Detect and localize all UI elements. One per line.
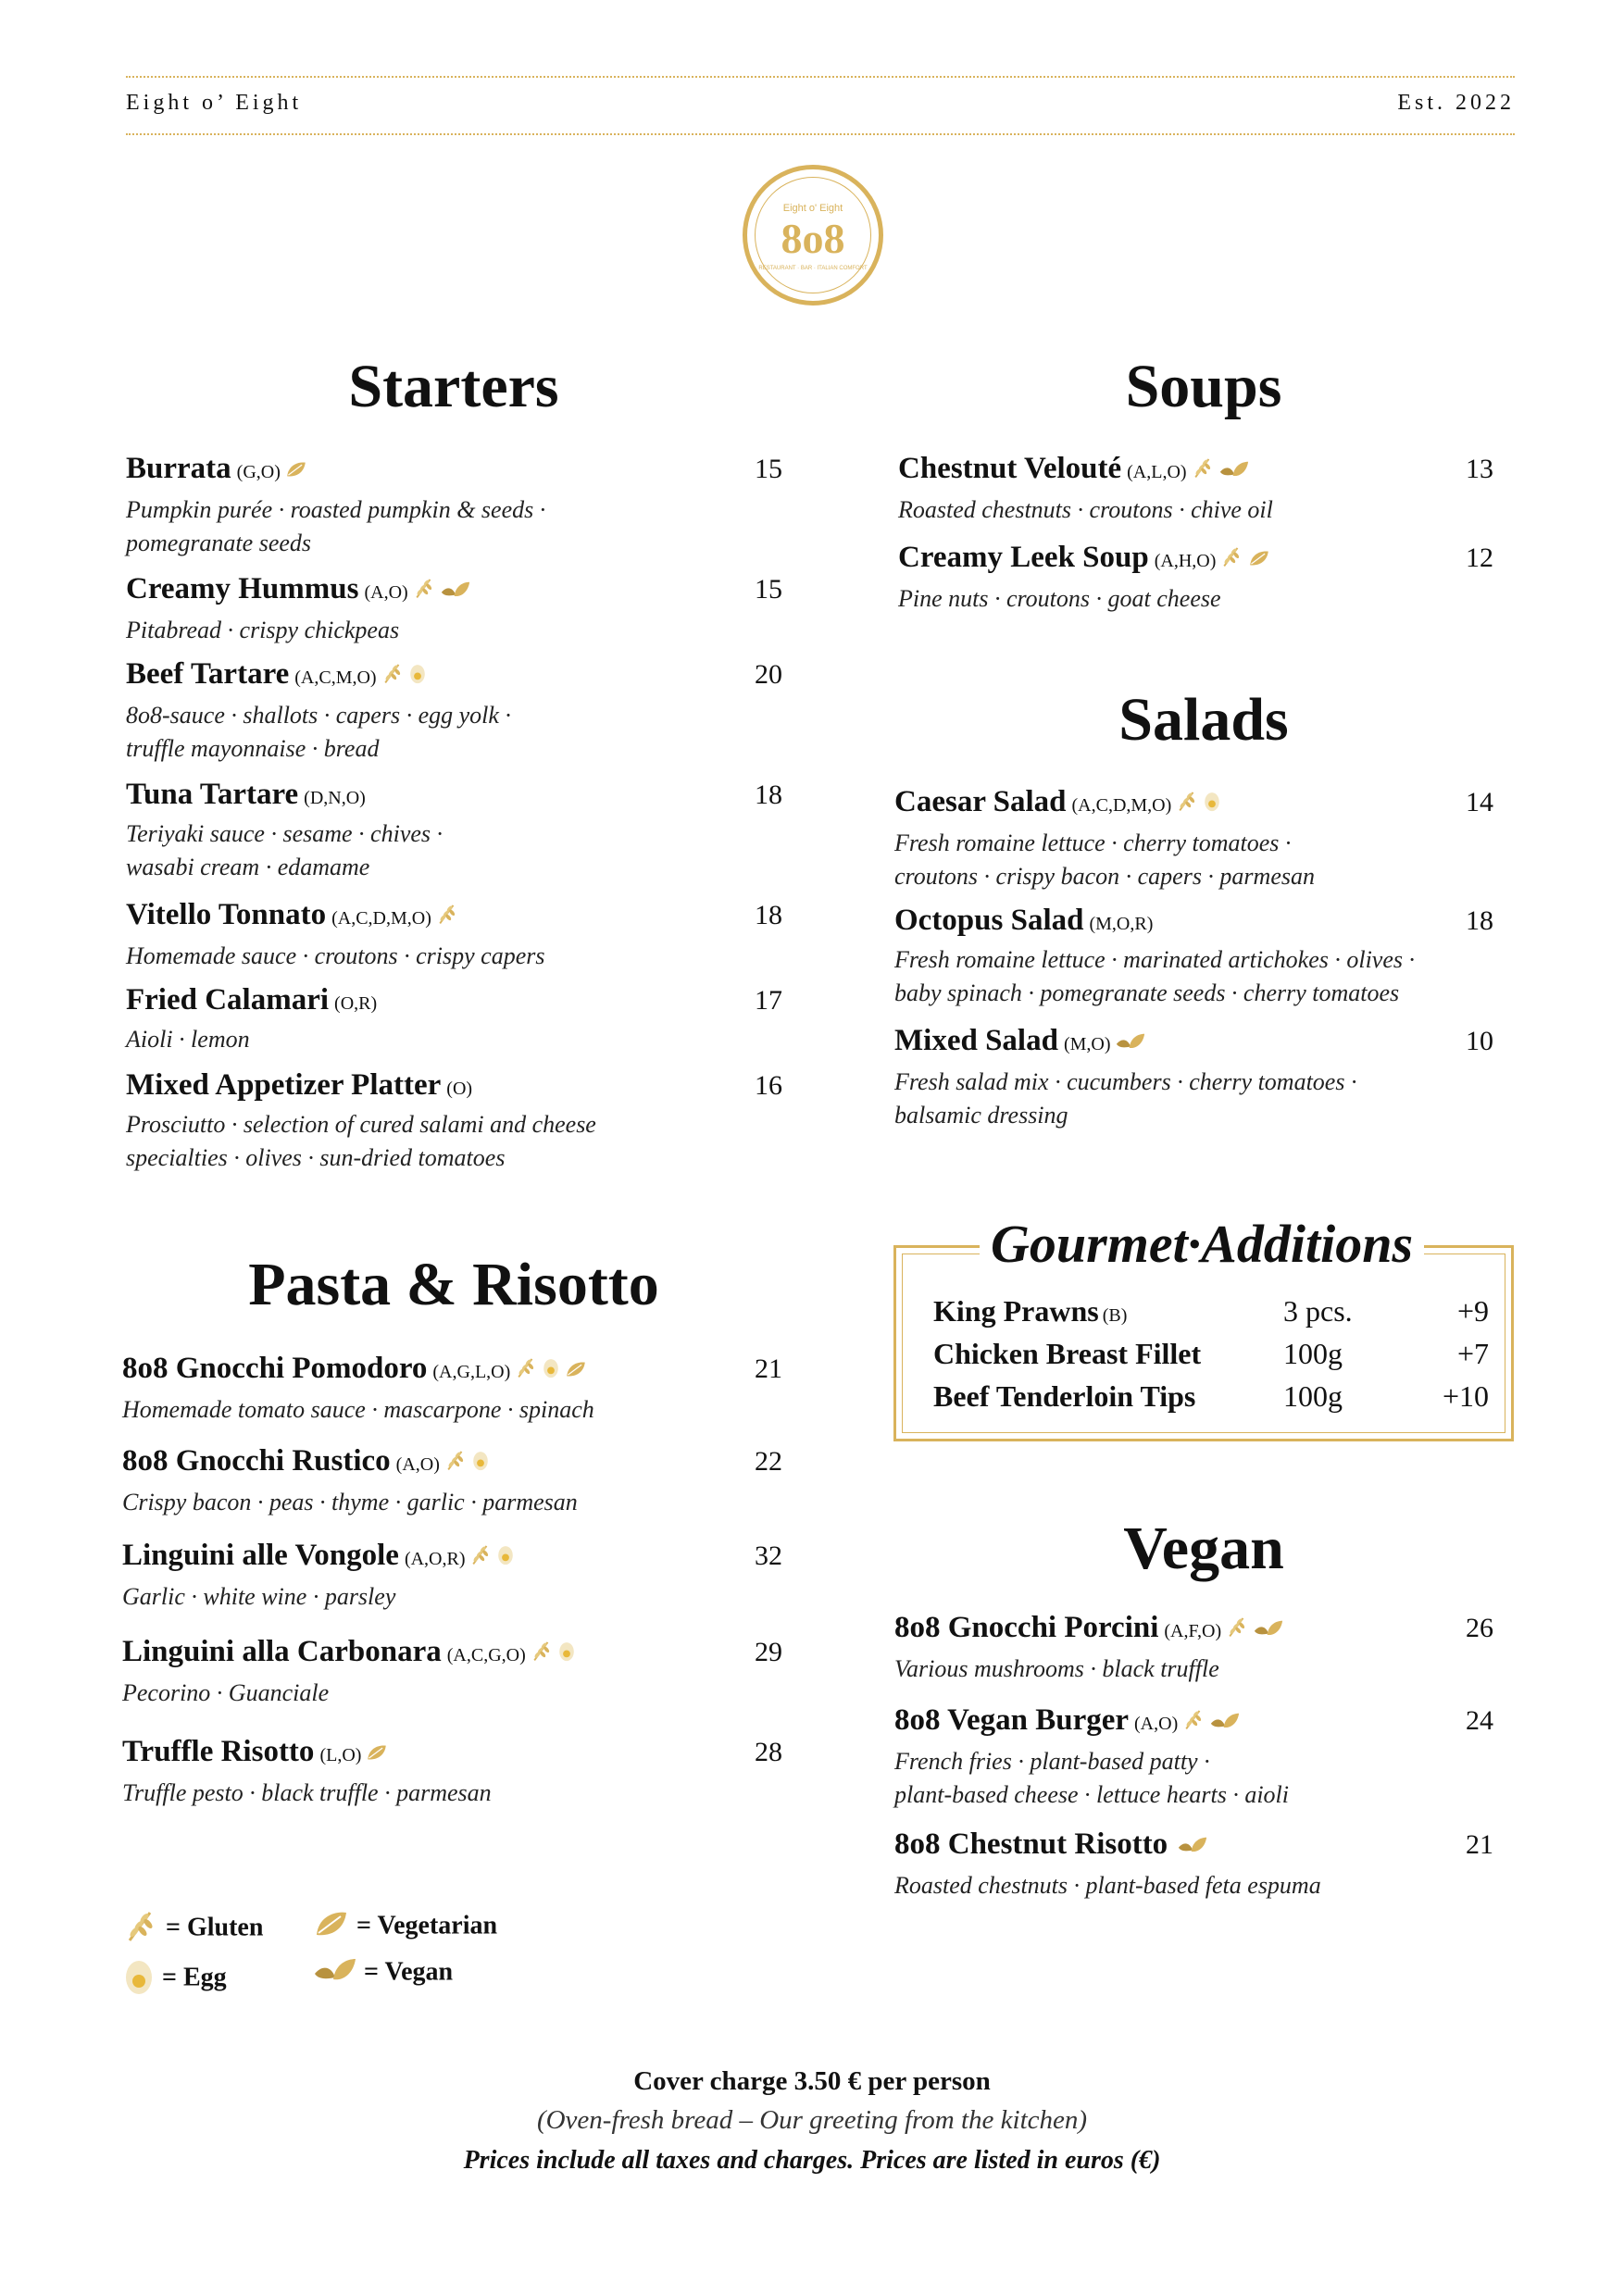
menu-item-price: 18: [755, 900, 782, 930]
menu-item-description-line: croutons · crispy bacon · capers · parmesan: [894, 862, 1315, 890]
egg-icon: [496, 1540, 515, 1575]
logo-top-text: Eight o' Eight: [782, 203, 843, 214]
menu-item-title: [894, 1703, 1289, 1740]
menu-item-description: [122, 1393, 594, 1427]
menu-item-description-line: Garlic · white wine · parsley: [122, 1582, 396, 1610]
logo-sub-text: RESTAURANT · BAR · ITALIAN COMFORT: [758, 266, 868, 271]
menu-item-allergens: (A,H,O): [1154, 551, 1217, 571]
menu-item-description-line: Homemade sauce · croutons · crispy capers: [126, 942, 545, 969]
menu-item-allergens: (A,G,L,O): [432, 1362, 511, 1382]
menu-item: [898, 452, 1273, 527]
gourmet-item-price: +7: [1456, 1337, 1489, 1370]
menu-item: [894, 785, 1315, 893]
menu-item-title: [898, 452, 1273, 488]
menu-item: [122, 1352, 594, 1427]
vegan-icon: [313, 1955, 357, 1992]
menu-item-name: Fried Calamari: [126, 983, 330, 1017]
gluten-icon: [381, 659, 405, 693]
menu-item-description-line: Pitabread · crispy chickpeas: [126, 616, 400, 643]
menu-item-title: [894, 1611, 1284, 1647]
menu-item-description: [898, 582, 1271, 616]
menu-item-allergens: (D,N,O): [304, 788, 366, 808]
menu-item-description: [894, 943, 1415, 1010]
menu-item-name: 8o8 Vegan Burger: [894, 1703, 1130, 1737]
gluten-icon: [1175, 787, 1199, 821]
gourmet-item-quantity: 3 pcs.: [1283, 1294, 1353, 1328]
menu-item: [898, 541, 1271, 616]
cover-charge: Cover charge 3.50 € per person: [633, 2066, 991, 2096]
menu-item: [894, 1024, 1356, 1132]
menu-item-price: 17: [755, 985, 782, 1016]
menu-item: [126, 983, 377, 1056]
menu-item-description-line: 8o8-sauce · shallots · capers · egg yolk ·: [126, 701, 511, 729]
menu-item-description: [126, 940, 545, 973]
menu-item: [126, 572, 471, 647]
menu-item-description-line: baby spinach · pomegranate seeds · cherry tomatoes: [894, 979, 1400, 1006]
section-title-salads: Salads: [1118, 686, 1289, 754]
menu-item-price: 13: [1466, 454, 1493, 484]
egg-icon: [408, 659, 427, 693]
menu-item-title: [126, 1068, 596, 1103]
menu-item-allergens: (A,O): [364, 582, 408, 603]
legend-vegetarian-label: = Vegetarian: [356, 1911, 498, 1940]
menu-item: [122, 1444, 578, 1519]
menu-item-price: 24: [1466, 1705, 1493, 1736]
section-title-starters: Starters: [348, 353, 559, 420]
menu-item-title: [122, 1539, 515, 1575]
gluten-icon: [468, 1540, 493, 1575]
menu-item-allergens: (L,O): [319, 1745, 362, 1765]
menu-item-allergens: (A,C,G,O): [446, 1645, 526, 1665]
menu-item: [122, 1635, 576, 1710]
menu-item-price: 21: [1466, 1829, 1493, 1860]
menu-item-allergens: (A,F,O): [1164, 1621, 1222, 1641]
gourmet-row: [933, 1337, 1489, 1378]
menu-item-description-line: Teriyaki sauce · sesame · chives ·: [126, 820, 443, 847]
menu-item: [122, 1735, 492, 1810]
menu-item-name: 8o8 Gnocchi Rustico: [122, 1444, 391, 1478]
vegan-icon: [440, 574, 471, 608]
menu-item-price: 15: [755, 454, 782, 484]
menu-item-description-line: Aioli · lemon: [126, 1026, 250, 1053]
menu-item: [126, 778, 443, 884]
menu-item-name: Octopus Salad: [894, 904, 1084, 937]
menu-item-price: 32: [755, 1540, 782, 1571]
menu-item-title: [122, 1444, 578, 1480]
header-bar: [126, 76, 1515, 135]
gluten-icon: [1191, 454, 1215, 488]
legend-vegan: [309, 1955, 453, 1992]
egg-icon: [542, 1353, 560, 1388]
established-year: Est. 2022: [1397, 91, 1515, 115]
vegan-icon: [1253, 1613, 1284, 1647]
menu-item-title: [126, 452, 545, 488]
menu-item-name: Truffle Risotto: [122, 1735, 315, 1768]
egg-icon: [122, 1955, 156, 2003]
menu-item-description-line: Various mushrooms · black truffle: [894, 1654, 1219, 1682]
menu-item-name: Mixed Appetizer Platter: [126, 1068, 442, 1102]
menu-item-title: [126, 657, 511, 693]
vegan-icon: [1115, 1026, 1146, 1060]
restaurant-name: Eight o’ Eight: [126, 91, 303, 115]
menu-item-description-line: specialties · olives · sun-dried tomatoes: [126, 1144, 506, 1171]
gluten-icon: [1181, 1705, 1206, 1740]
menu-item-price: 14: [1466, 787, 1493, 817]
menu-item-price: 22: [755, 1446, 782, 1477]
menu-item-description: [894, 1653, 1284, 1686]
menu-item-title: [126, 898, 545, 934]
gourmet-row: [933, 1294, 1489, 1335]
menu-item-description-line: Homemade tomato sauce · mascarpone · spinach: [122, 1395, 594, 1423]
menu-item-allergens: (A,C,D,M,O): [331, 908, 431, 929]
gourmet-item-price: +9: [1456, 1294, 1489, 1328]
legend-vegetarian: [309, 1907, 497, 1948]
menu-item-name: Burrata: [126, 452, 231, 485]
egg-icon: [471, 1446, 490, 1480]
prices-note: Prices include all taxes and charges. Prices are listed in euros (€): [463, 2146, 1161, 2175]
menu-item-allergens: (A,C,M,O): [294, 667, 377, 688]
menu-item-price: 26: [1466, 1613, 1493, 1643]
menu-item-description: [126, 1108, 596, 1175]
menu-item-description-line: Pine nuts · croutons · goat cheese: [898, 584, 1221, 612]
menu-item-description: [126, 1023, 377, 1056]
logo-main-text: 8o8: [781, 215, 845, 262]
gourmet-item-price: +10: [1442, 1379, 1489, 1413]
menu-item-title: [894, 785, 1315, 821]
menu-item-name: 8o8 Gnocchi Porcini: [894, 1611, 1159, 1644]
menu-item-allergens: (A,O): [1134, 1714, 1179, 1734]
menu-item-name: Beef Tartare: [126, 657, 290, 691]
vegan-icon: [1218, 454, 1250, 488]
menu-item-price: 18: [1466, 905, 1493, 936]
menu-item-description-line: pomegranate seeds: [126, 529, 312, 556]
menu-item: [126, 898, 545, 973]
menu-item-title: [894, 1024, 1356, 1060]
menu-item-allergens: (A,O,R): [404, 1549, 466, 1569]
menu-item-price: 29: [755, 1637, 782, 1667]
menu-item-title: [126, 983, 377, 1017]
gourmet-title: Gourmet·Additions: [980, 1213, 1424, 1275]
menu-item: [122, 1539, 515, 1614]
menu-item-description-line: Fresh romaine lettuce · marinated artichokes · olives ·: [894, 946, 1416, 973]
gourmet-item-allergens: (B): [1102, 1305, 1128, 1326]
vegetarian-icon: [313, 1907, 350, 1948]
menu-item-price: 16: [755, 1070, 782, 1101]
menu-item-description: [126, 493, 545, 560]
menu-item-title: [126, 572, 471, 608]
gluten-icon: [1219, 543, 1243, 577]
menu-item-price: 20: [755, 659, 782, 690]
gluten-icon: [514, 1353, 538, 1388]
gourmet-item-quantity: 100g: [1283, 1337, 1343, 1370]
section-title-vegan: Vegan: [1123, 1515, 1284, 1582]
egg-icon: [557, 1637, 576, 1671]
menu-item-name: Vitello Tonnato: [126, 898, 327, 931]
menu-item-description-line: Fresh salad mix · cucumbers · cherry tomatoes ·: [894, 1067, 1357, 1095]
vegetarian-icon: [365, 1737, 389, 1771]
menu-item-allergens: (O): [446, 1079, 473, 1099]
vegan-icon: [1177, 1829, 1208, 1864]
menu-item-description-line: Crispy bacon · peas · thyme · garlic · parmesan: [122, 1488, 578, 1515]
gourmet-item-name: Beef Tenderloin Tips: [933, 1379, 1196, 1413]
legend-egg-label: = Egg: [162, 1963, 227, 1992]
menu-item-description: [122, 1677, 576, 1710]
menu-item: [894, 904, 1415, 1010]
menu-item: [126, 452, 545, 560]
menu-item-name: Tuna Tartare: [126, 778, 299, 811]
menu-item-allergens: (M,O,R): [1089, 914, 1154, 934]
menu-item-description: [894, 1066, 1356, 1132]
egg-icon: [1203, 787, 1221, 821]
vegetarian-icon: [564, 1353, 588, 1388]
menu-item-title: [126, 778, 443, 812]
menu-item-description-line: truffle mayonnaise · bread: [126, 734, 380, 762]
menu-item: [894, 1703, 1289, 1812]
menu-item-title: [898, 541, 1271, 577]
menu-item: [894, 1611, 1284, 1686]
gourmet-item-quantity: 100g: [1283, 1379, 1343, 1413]
menu-item-title: [122, 1352, 594, 1388]
menu-item-description: [898, 493, 1273, 527]
menu-item-allergens: (O,R): [334, 993, 378, 1014]
menu-item-price: 28: [755, 1737, 782, 1767]
menu-item-description-line: Pecorino · Guanciale: [122, 1678, 330, 1706]
menu-item: [126, 657, 511, 766]
menu-item-description-line: balsamic dressing: [894, 1101, 1068, 1129]
menu-item-description: [126, 614, 471, 647]
menu-item: [126, 1068, 596, 1175]
menu-item-title: [122, 1635, 576, 1671]
menu-item: [894, 1827, 1321, 1902]
menu-item-description-line: Fresh romaine lettuce · cherry tomatoes ·: [894, 829, 1292, 856]
menu-item-allergens: (A,L,O): [1127, 462, 1187, 482]
logo: [743, 165, 883, 306]
menu-item-description-line: Roasted chestnuts · plant-based feta espuma: [894, 1871, 1321, 1899]
gourmet-item-name: King Prawns (B): [933, 1294, 1128, 1328]
gluten-icon: [122, 1907, 159, 1952]
menu-item-name: 8o8 Chestnut Risotto: [894, 1827, 1168, 1861]
vegetarian-icon: [284, 454, 308, 488]
menu-item-title: [894, 1827, 1321, 1864]
menu-item-description-line: Prosciutto · selection of cured salami and cheese: [126, 1111, 596, 1138]
menu-item-name: Creamy Leek Soup: [898, 541, 1149, 574]
menu-item-allergens: (G,O): [236, 462, 281, 482]
gourmet-additions-box: [893, 1214, 1514, 1441]
menu-item-description: [122, 1777, 492, 1810]
menu-item-description-line: French fries · plant-based patty ·: [894, 1747, 1210, 1775]
menu-item-description: [894, 1745, 1289, 1812]
gluten-icon: [530, 1637, 554, 1671]
vegan-icon: [1209, 1705, 1241, 1740]
menu-item-name: Creamy Hummus: [126, 572, 359, 605]
menu-item-description: [894, 1869, 1321, 1902]
menu-item-description: [122, 1580, 515, 1614]
menu-item-name: Linguini alla Carbonara: [122, 1635, 442, 1668]
menu-item-name: Caesar Salad: [894, 785, 1067, 818]
gourmet-item-name: Chicken Breast Fillet: [933, 1337, 1202, 1370]
gluten-icon: [412, 574, 436, 608]
menu-item-title: [894, 904, 1415, 938]
menu-item-description: [122, 1486, 578, 1519]
menu-item-description: [894, 827, 1315, 893]
gourmet-row: [933, 1379, 1489, 1420]
gluten-icon: [1225, 1613, 1249, 1647]
menu-item-name: 8o8 Gnocchi Pomodoro: [122, 1352, 428, 1385]
menu-item-price: 12: [1466, 543, 1493, 573]
menu-item-name: Linguini alle Vongole: [122, 1539, 399, 1572]
menu-item-description-line: plant-based cheese · lettuce hearts · aioli: [894, 1780, 1290, 1808]
menu-item-price: 15: [755, 574, 782, 605]
menu-item-name: Mixed Salad: [894, 1024, 1058, 1057]
menu-item-description-line: Truffle pesto · black truffle · parmesan: [122, 1778, 492, 1806]
menu-item-name: Chestnut Velouté: [898, 452, 1122, 485]
legend-vegan-label: = Vegan: [364, 1957, 454, 1987]
gluten-icon: [443, 1446, 468, 1480]
section-title-pasta: Pasta & Risotto: [248, 1251, 659, 1318]
menu-item-description-line: Pumpkin purée · roasted pumpkin & seeds ·: [126, 495, 546, 523]
legend-gluten-label: = Gluten: [166, 1913, 264, 1942]
gluten-icon: [435, 900, 459, 934]
bread-note: (Oven-fresh bread – Our greeting from the kitchen): [536, 2105, 1088, 2135]
menu-item-allergens: (A,O): [395, 1454, 440, 1475]
menu-item-price: 18: [755, 780, 782, 810]
menu-item-description-line: Roasted chestnuts · croutons · chive oil: [898, 495, 1273, 523]
legend-egg: [119, 1955, 227, 2003]
section-title-soups: Soups: [1125, 353, 1282, 420]
menu-item-allergens: (M,O): [1063, 1034, 1111, 1054]
menu-item-allergens: (A,C,D,M,O): [1071, 795, 1172, 816]
menu-item-title: [122, 1735, 492, 1771]
menu-item-price: 10: [1466, 1026, 1493, 1056]
menu-item-description: [126, 817, 443, 884]
legend-gluten: [119, 1907, 263, 1952]
menu-item-description-line: wasabi cream · edamame: [126, 854, 370, 880]
vegetarian-icon: [1247, 543, 1271, 577]
menu-item-description: [126, 699, 511, 766]
menu-item-price: 21: [755, 1353, 782, 1384]
